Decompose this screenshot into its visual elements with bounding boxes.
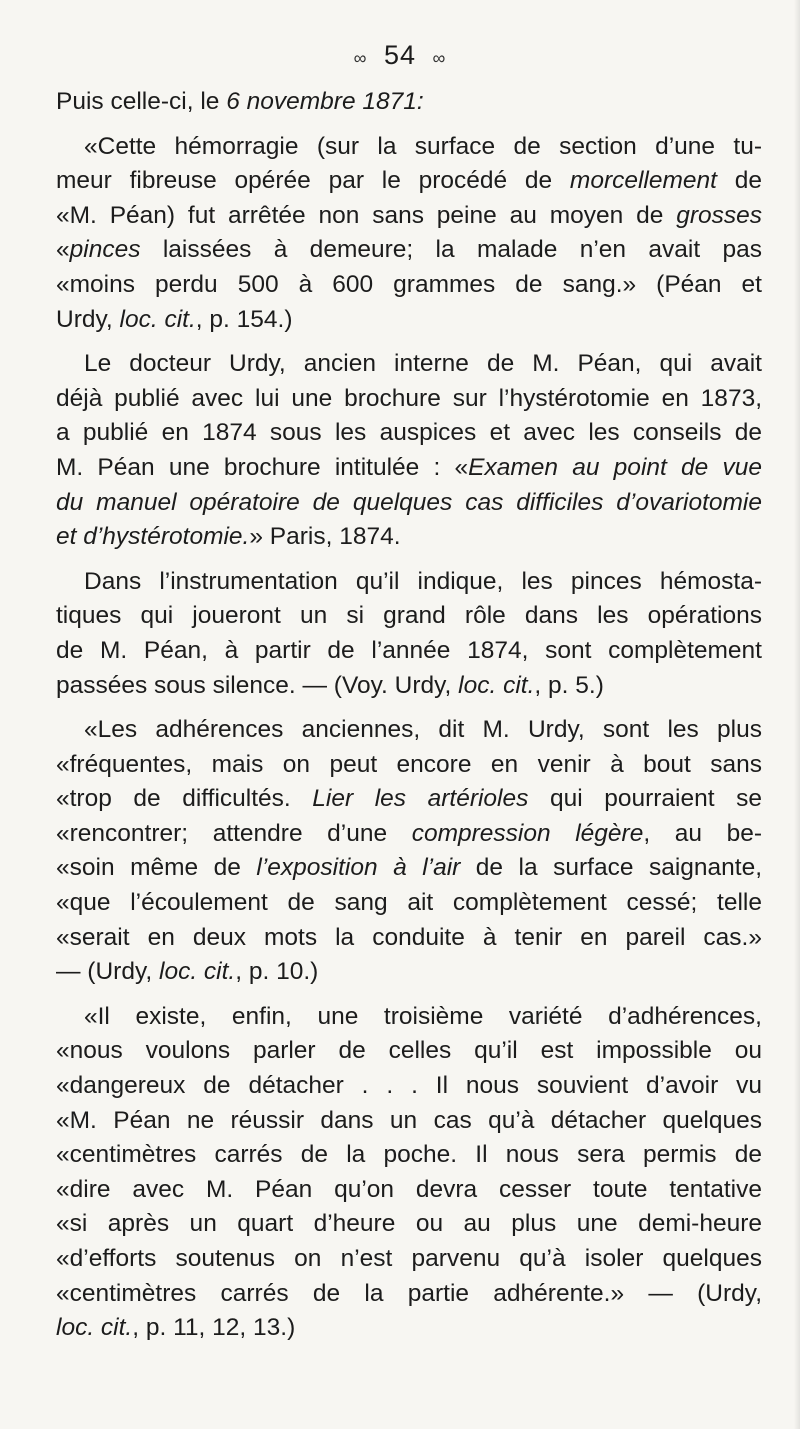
text-line <box>56 1034 762 1069</box>
text-line <box>56 1277 762 1312</box>
text-line <box>56 634 762 669</box>
text-segment: «si après un quart d’heure ou au plus une demi-heure <box>56 1210 762 1238</box>
text-line <box>56 303 762 338</box>
italic-segment: morcellement <box>569 167 717 195</box>
text-segment: «fréquentes, mais on peut encore en venir à bout sans <box>56 750 762 778</box>
text-line <box>56 416 762 451</box>
text-line <box>56 1000 762 1035</box>
text-segment: Le docteur Urdy, ancien interne de M. Péan, qui avait <box>84 350 762 378</box>
text-line <box>56 713 762 748</box>
text-segment: «nous voulons parler de celles qu’il est impossible ou <box>56 1037 762 1065</box>
text-segment: , p. 10.) <box>235 958 319 986</box>
text-line <box>56 486 762 521</box>
italic-segment: loc. cit. <box>56 1314 133 1342</box>
text-segment: , au be- <box>643 819 762 847</box>
text-segment: «que l’écoulement de sang ait complètement cessé; telle <box>56 889 762 917</box>
text-line <box>56 817 762 852</box>
text-segment: «dire avec M. Péan qu’on devra cesser toute tentative <box>56 1175 762 1203</box>
italic-segment: Lier les artérioles <box>312 785 529 813</box>
text-segment: «dangereux de détacher . . . Il nous souvient d’avoir vu <box>56 1072 762 1100</box>
text-line <box>56 451 762 486</box>
text-line <box>56 199 762 234</box>
text-segment: tiques qui joueront un si grand rôle dans les opérations <box>56 602 762 630</box>
text-segment: «moins perdu 500 à 600 grammes de sang.» (Péan et <box>56 270 762 298</box>
text-segment: «soin même de <box>56 854 257 882</box>
text-line <box>56 1138 762 1173</box>
text-segment: laissées à demeure; la malade n’en avait pas <box>140 236 762 264</box>
italic-segment: compression légère <box>411 819 644 847</box>
text-segment: M. Péan une brochure intitulée : « <box>56 453 469 481</box>
body-text <box>56 85 762 1346</box>
text-segment: , p. 11, 12, 13.) <box>132 1314 296 1342</box>
italic-segment: et d’hystérotomie. <box>56 523 250 551</box>
text-segment: Urdy, <box>56 305 120 333</box>
text-segment: «M. Péan ne réussir dans un cas qu’à détacher quelques <box>56 1106 762 1134</box>
text-segment: , p. 5.) <box>534 671 604 699</box>
text-segment: qui pourraient se <box>528 785 762 813</box>
text-segment: «trop de difficultés. <box>56 785 313 813</box>
text-segment: , p. 154.) <box>195 305 293 333</box>
italic-segment: loc. cit. <box>458 671 535 699</box>
text-line <box>56 85 762 120</box>
text-line <box>56 164 762 199</box>
text-segment: «centimètres carrés de la poche. Il nous sera permis de <box>56 1141 762 1169</box>
text-segment: de <box>716 167 763 195</box>
left-ornament-icon: ∞ <box>353 48 368 68</box>
text-segment: «serait en deux mots la conduite à tenir en pareil cas.» <box>56 923 762 951</box>
text-segment: » Paris, 1874. <box>249 523 401 551</box>
text-line <box>56 1104 762 1139</box>
text-segment: «d’efforts soutenus on n’est parvenu qu’à isoler quelques <box>56 1245 762 1272</box>
text-line <box>56 886 762 921</box>
page-edge-shadow <box>794 0 800 1429</box>
text-segment: de la surface saignante, <box>460 854 763 882</box>
text-line <box>56 130 762 165</box>
text-line <box>56 669 762 704</box>
text-segment: a publié en 1874 sous les auspices et avec les conseils de <box>56 419 762 447</box>
text-line <box>56 782 762 817</box>
text-segment: Dans l’instrumentation qu’il indique, les pinces hémosta- <box>84 567 762 595</box>
text-line <box>56 1069 762 1104</box>
italic-segment: grosses <box>676 201 762 229</box>
text-segment: passées sous silence. — (Voy. Urdy, <box>56 671 459 699</box>
page-header <box>0 40 800 71</box>
text-segment: « <box>56 236 70 264</box>
right-ornament-icon: ∞ <box>432 48 447 68</box>
text-line <box>56 347 762 382</box>
text-segment: «rencontrer; attendre d’une <box>56 819 412 847</box>
italic-segment: loc. cit. <box>119 305 196 333</box>
text-line <box>56 382 762 417</box>
text-segment: meur fibreuse opérée par le procédé de <box>56 167 570 195</box>
text-line <box>56 520 762 555</box>
text-line <box>56 268 762 303</box>
italic-segment: Examen au point de vue <box>468 453 762 481</box>
text-segment: «M. Péan) fut arrêtée non sans peine au moyen de <box>56 201 677 229</box>
text-line <box>56 748 762 783</box>
text-segment: «Les adhérences anciennes, dit M. Urdy, sont les plus <box>84 716 762 744</box>
text-line <box>56 921 762 956</box>
text-segment: — (Urdy, <box>56 958 159 986</box>
italic-segment: l’exposition à l’air <box>256 854 461 882</box>
italic-segment: du manuel opératoire de quelques cas difficiles d’ovariotomie <box>56 488 762 516</box>
page-number: 54 <box>383 40 417 70</box>
italic-segment: pinces <box>69 236 141 264</box>
text-segment: déjà publié avec lui une brochure sur l’hystérotomie en 1873, <box>56 384 762 412</box>
text-line <box>56 1311 762 1346</box>
text-segment: «centimètres carrés de la partie adhérente.» — (Urdy, <box>56 1279 762 1307</box>
text-line <box>56 851 762 886</box>
text-segment: «Il existe, enfin, une troisième variété d’adhérences, <box>84 1002 762 1030</box>
text-segment: Puis celle-ci, le <box>56 88 227 115</box>
text-line <box>56 1242 762 1277</box>
text-line <box>56 233 762 268</box>
text-segment: de M. Péan, à partir de l’année 1874, sont complètement <box>56 636 762 664</box>
text-line <box>56 599 762 634</box>
text-line <box>56 565 762 600</box>
text-segment: «Cette hémorragie (sur la surface de section d’une tu- <box>84 132 762 160</box>
italic-segment: 6 novembre 1871: <box>226 88 424 115</box>
text-line <box>56 955 762 990</box>
text-line <box>56 1207 762 1242</box>
text-line <box>56 1173 762 1208</box>
italic-segment: loc. cit. <box>159 958 236 986</box>
